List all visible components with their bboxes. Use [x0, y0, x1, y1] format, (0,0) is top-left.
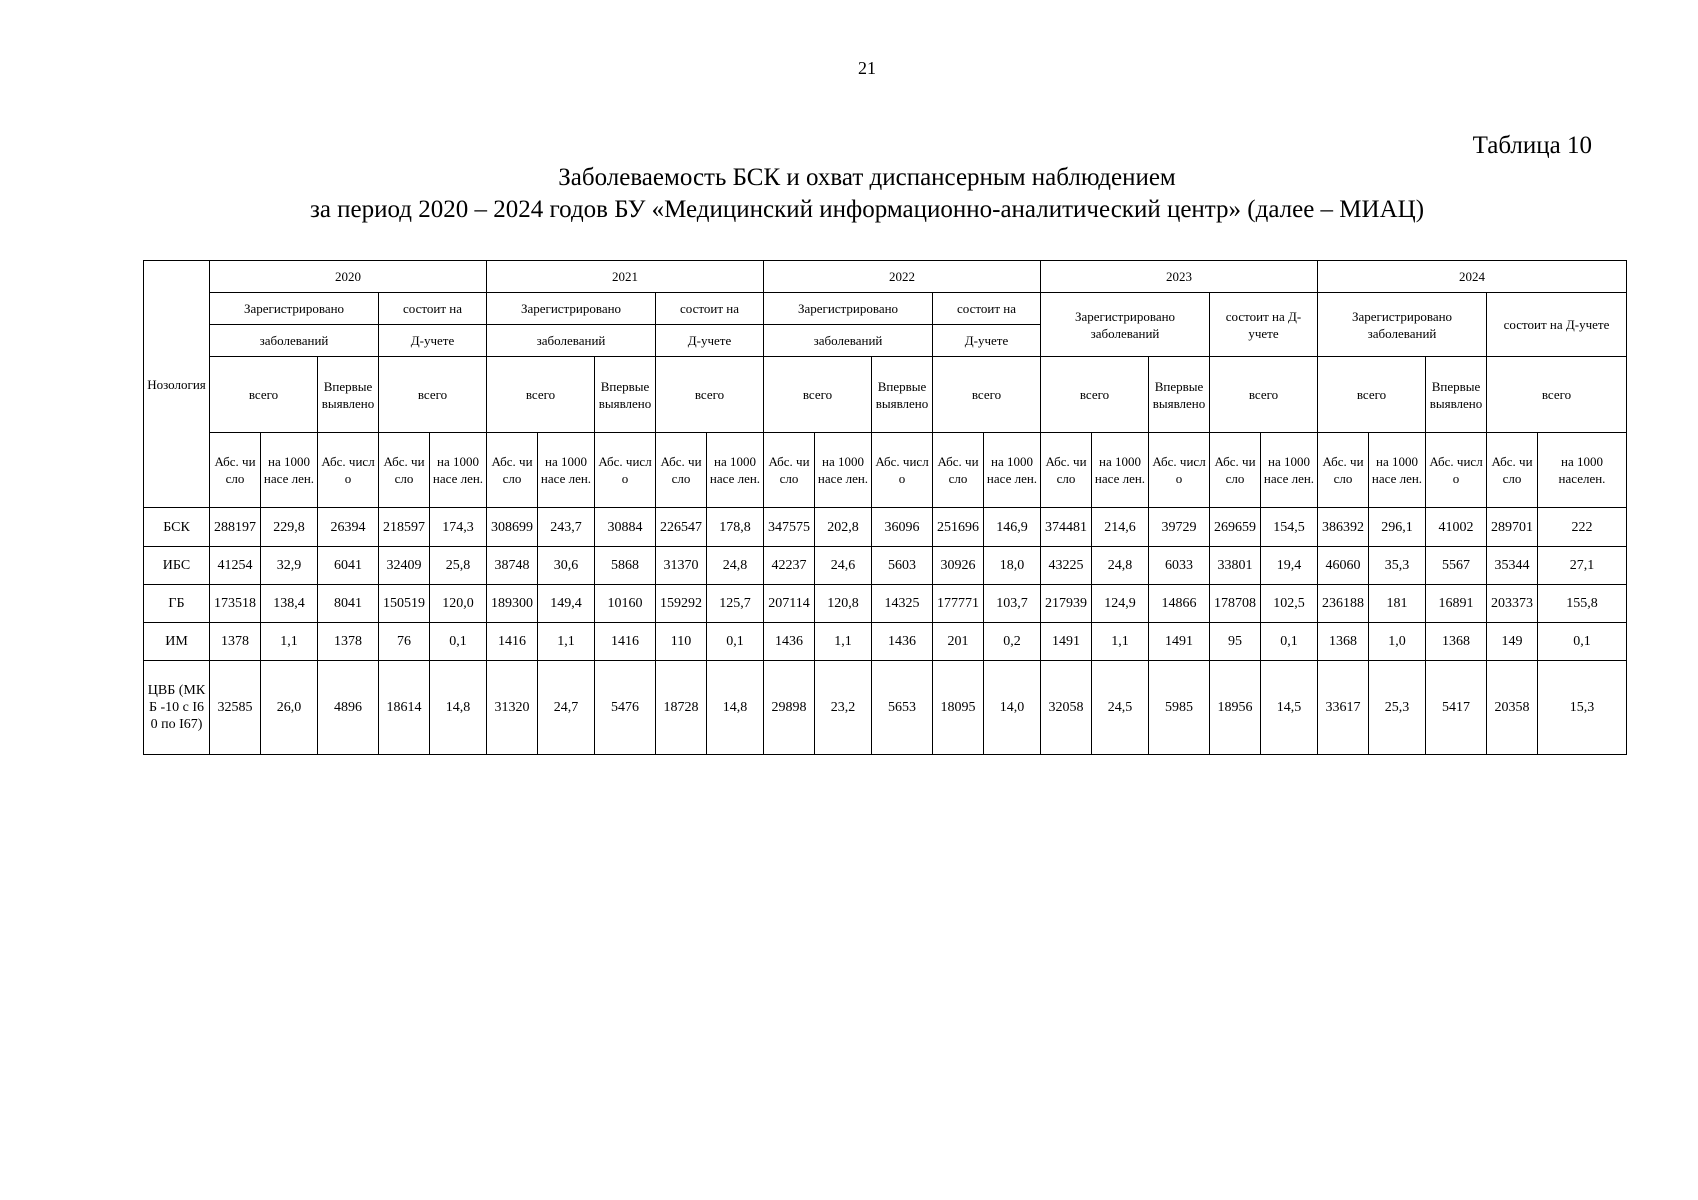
- header-registered: Зарегистрировано заболеваний: [1318, 293, 1487, 357]
- header-abs-number: Абс. число: [872, 433, 933, 508]
- data-cell: 16891: [1426, 585, 1487, 623]
- data-cell: 6041: [318, 547, 379, 585]
- data-cell: 251696: [933, 508, 984, 547]
- row-nosology: ЦВБ (МКБ -10 с I60 по I67): [144, 661, 210, 755]
- data-cell: 30926: [933, 547, 984, 585]
- data-cell: 1,0: [1369, 623, 1426, 661]
- data-cell: 5653: [872, 661, 933, 755]
- header-per-1000: на 1000 населен.: [1538, 433, 1627, 508]
- data-cell: 6033: [1149, 547, 1210, 585]
- data-cell: 201: [933, 623, 984, 661]
- data-cell: 103,7: [984, 585, 1041, 623]
- data-cell: 120,8: [815, 585, 872, 623]
- data-cell: 31370: [656, 547, 707, 585]
- header-per-1000: на 1000 насе лен.: [707, 433, 764, 508]
- data-cell: 173518: [210, 585, 261, 623]
- data-cell: 5417: [1426, 661, 1487, 755]
- row-nosology: ИБС: [144, 547, 210, 585]
- table-label: Таблица 10: [1472, 132, 1592, 159]
- data-cell: 36096: [872, 508, 933, 547]
- data-cell: 27,1: [1538, 547, 1627, 585]
- data-cell: 1416: [487, 623, 538, 661]
- header-abs-number: Абс. число: [318, 433, 379, 508]
- data-cell: 1,1: [1092, 623, 1149, 661]
- data-cell: 14,5: [1261, 661, 1318, 755]
- data-cell: 18614: [379, 661, 430, 755]
- header-row: [144, 261, 1627, 293]
- header-registered-sub: заболеваний: [487, 325, 656, 357]
- data-cell: 18,0: [984, 547, 1041, 585]
- header-first-detected: Впервые выявлено: [1426, 357, 1487, 433]
- header-dispensary: состоит на: [656, 293, 764, 325]
- data-cell: 181: [1369, 585, 1426, 623]
- header-nosology: Нозология: [144, 261, 210, 508]
- morbidity-table: [143, 260, 1627, 755]
- header-row: [144, 293, 1627, 325]
- data-cell: 1368: [1426, 623, 1487, 661]
- header-registered-sub: заболеваний: [210, 325, 379, 357]
- row-nosology: ГБ: [144, 585, 210, 623]
- data-cell: 149: [1487, 623, 1538, 661]
- header-total: всего: [210, 357, 318, 433]
- data-cell: 288197: [210, 508, 261, 547]
- data-cell: 222: [1538, 508, 1627, 547]
- data-cell: 226547: [656, 508, 707, 547]
- data-cell: 202,8: [815, 508, 872, 547]
- data-cell: 0,1: [1538, 623, 1627, 661]
- data-cell: 146,9: [984, 508, 1041, 547]
- data-cell: 15,3: [1538, 661, 1627, 755]
- data-cell: 41002: [1426, 508, 1487, 547]
- data-cell: 76: [379, 623, 430, 661]
- data-cell: 4896: [318, 661, 379, 755]
- data-cell: 218597: [379, 508, 430, 547]
- data-cell: 269659: [1210, 508, 1261, 547]
- header-year: 2021: [487, 261, 764, 293]
- header-total: всего: [487, 357, 595, 433]
- data-cell: 42237: [764, 547, 815, 585]
- data-cell: 29898: [764, 661, 815, 755]
- header-abs-number: Абс. число: [1041, 433, 1092, 508]
- data-cell: 41254: [210, 547, 261, 585]
- data-cell: 217939: [1041, 585, 1092, 623]
- data-cell: 1,1: [538, 623, 595, 661]
- data-cell: 0,1: [707, 623, 764, 661]
- header-per-1000: на 1000 насе лен.: [984, 433, 1041, 508]
- header-row: [144, 357, 1627, 433]
- header-dispensary-sub: Д-учете: [656, 325, 764, 357]
- header-abs-number: Абс. число: [379, 433, 430, 508]
- data-cell: 0,2: [984, 623, 1041, 661]
- data-cell: 18095: [933, 661, 984, 755]
- header-total: всего: [379, 357, 487, 433]
- row-nosology: БСК: [144, 508, 210, 547]
- table-row: [144, 623, 1627, 661]
- data-cell: 347575: [764, 508, 815, 547]
- header-dispensary: состоит на Д-учете: [1210, 293, 1318, 357]
- data-cell: 35,3: [1369, 547, 1426, 585]
- data-cell: 296,1: [1369, 508, 1426, 547]
- data-cell: 33801: [1210, 547, 1261, 585]
- header-dispensary-sub: Д-учете: [379, 325, 487, 357]
- header-total: всего: [933, 357, 1041, 433]
- header-per-1000: на 1000 насе лен.: [1369, 433, 1426, 508]
- data-cell: 10160: [595, 585, 656, 623]
- table-title-line-1: Заболеваемость БСК и охват диспансерным наблюдением: [558, 164, 1176, 191]
- header-abs-number: Абс. число: [595, 433, 656, 508]
- data-cell: 5868: [595, 547, 656, 585]
- data-cell: 386392: [1318, 508, 1369, 547]
- data-cell: 203373: [1487, 585, 1538, 623]
- header-year: 2020: [210, 261, 487, 293]
- data-cell: 374481: [1041, 508, 1092, 547]
- header-total: всего: [1210, 357, 1318, 433]
- data-cell: 14325: [872, 585, 933, 623]
- data-cell: 14866: [1149, 585, 1210, 623]
- header-total: всего: [656, 357, 764, 433]
- data-cell: 229,8: [261, 508, 318, 547]
- data-cell: 177771: [933, 585, 984, 623]
- header-year: 2023: [1041, 261, 1318, 293]
- data-cell: 24,8: [1092, 547, 1149, 585]
- data-cell: 150519: [379, 585, 430, 623]
- table-row: [144, 547, 1627, 585]
- header-abs-number: Абс. число: [1426, 433, 1487, 508]
- header-total: всего: [764, 357, 872, 433]
- header-abs-number: Абс. число: [1149, 433, 1210, 508]
- header-per-1000: на 1000 насе лен.: [538, 433, 595, 508]
- data-cell: 24,7: [538, 661, 595, 755]
- data-cell: 138,4: [261, 585, 318, 623]
- header-abs-number: Абс. число: [210, 433, 261, 508]
- data-cell: 155,8: [1538, 585, 1627, 623]
- data-cell: 207114: [764, 585, 815, 623]
- header-dispensary-sub: Д-учете: [933, 325, 1041, 357]
- data-cell: 46060: [1318, 547, 1369, 585]
- header-first-detected: Впервые выявлено: [1149, 357, 1210, 433]
- data-cell: 1416: [595, 623, 656, 661]
- header-per-1000: на 1000 насе лен.: [1261, 433, 1318, 508]
- data-cell: 0,1: [430, 623, 487, 661]
- data-cell: 32,9: [261, 547, 318, 585]
- data-cell: 18728: [656, 661, 707, 755]
- header-registered: Зарегистрировано: [210, 293, 379, 325]
- data-cell: 1,1: [261, 623, 318, 661]
- header-dispensary: состоит на: [933, 293, 1041, 325]
- data-cell: 178,8: [707, 508, 764, 547]
- data-cell: 125,7: [707, 585, 764, 623]
- data-cell: 33617: [1318, 661, 1369, 755]
- data-cell: 20358: [1487, 661, 1538, 755]
- data-cell: 5567: [1426, 547, 1487, 585]
- header-registered: Зарегистрировано: [487, 293, 656, 325]
- data-cell: 5985: [1149, 661, 1210, 755]
- data-cell: 35344: [1487, 547, 1538, 585]
- data-cell: 149,4: [538, 585, 595, 623]
- row-nosology: ИМ: [144, 623, 210, 661]
- data-cell: 14,0: [984, 661, 1041, 755]
- header-total: всего: [1041, 357, 1149, 433]
- header-abs-number: Абс. число: [1487, 433, 1538, 508]
- data-cell: 236188: [1318, 585, 1369, 623]
- table-row: [144, 508, 1627, 547]
- data-cell: 0,1: [1261, 623, 1318, 661]
- data-cell: 1491: [1149, 623, 1210, 661]
- data-cell: 102,5: [1261, 585, 1318, 623]
- data-cell: 124,9: [1092, 585, 1149, 623]
- data-cell: 1436: [872, 623, 933, 661]
- header-abs-number: Абс. число: [1318, 433, 1369, 508]
- data-cell: 19,4: [1261, 547, 1318, 585]
- data-cell: 174,3: [430, 508, 487, 547]
- data-cell: 24,8: [707, 547, 764, 585]
- data-cell: 32058: [1041, 661, 1092, 755]
- header-registered: Зарегистрировано: [764, 293, 933, 325]
- data-cell: 26,0: [261, 661, 318, 755]
- header-year: 2022: [764, 261, 1041, 293]
- data-cell: 289701: [1487, 508, 1538, 547]
- page-number: 21: [858, 58, 876, 78]
- data-cell: 1491: [1041, 623, 1092, 661]
- data-cell: 1436: [764, 623, 815, 661]
- data-cell: 159292: [656, 585, 707, 623]
- data-cell: 24,6: [815, 547, 872, 585]
- header-dispensary: состоит на Д-учете: [1487, 293, 1627, 357]
- data-cell: 308699: [487, 508, 538, 547]
- header-per-1000: на 1000 насе лен.: [815, 433, 872, 508]
- header-row: [144, 433, 1627, 508]
- header-abs-number: Абс. число: [764, 433, 815, 508]
- data-cell: 24,5: [1092, 661, 1149, 755]
- data-cell: 110: [656, 623, 707, 661]
- data-cell: 18956: [1210, 661, 1261, 755]
- data-cell: 14,8: [430, 661, 487, 755]
- data-cell: 5476: [595, 661, 656, 755]
- header-total: всего: [1318, 357, 1426, 433]
- header-per-1000: на 1000 насе лен.: [261, 433, 318, 508]
- data-cell: 32585: [210, 661, 261, 755]
- header-abs-number: Абс. число: [487, 433, 538, 508]
- data-cell: 8041: [318, 585, 379, 623]
- header-first-detected: Впервые выявлено: [872, 357, 933, 433]
- data-cell: 189300: [487, 585, 538, 623]
- data-cell: 5603: [872, 547, 933, 585]
- header-registered: Зарегистрировано заболеваний: [1041, 293, 1210, 357]
- data-cell: 1,1: [815, 623, 872, 661]
- data-cell: 1378: [318, 623, 379, 661]
- data-cell: 32409: [379, 547, 430, 585]
- data-cell: 43225: [1041, 547, 1092, 585]
- data-cell: 178708: [1210, 585, 1261, 623]
- table-row: [144, 661, 1627, 755]
- data-cell: 26394: [318, 508, 379, 547]
- header-per-1000: на 1000 насе лен.: [1092, 433, 1149, 508]
- data-cell: 14,8: [707, 661, 764, 755]
- data-cell: 39729: [1149, 508, 1210, 547]
- data-cell: 95: [1210, 623, 1261, 661]
- data-cell: 25,3: [1369, 661, 1426, 755]
- header-total: всего: [1487, 357, 1627, 433]
- data-cell: 1378: [210, 623, 261, 661]
- data-cell: 30884: [595, 508, 656, 547]
- data-cell: 1368: [1318, 623, 1369, 661]
- header-dispensary: состоит на: [379, 293, 487, 325]
- header-per-1000: на 1000 насе лен.: [430, 433, 487, 508]
- data-cell: 31320: [487, 661, 538, 755]
- header-abs-number: Абс. число: [933, 433, 984, 508]
- header-registered-sub: заболеваний: [764, 325, 933, 357]
- header-first-detected: Впервые выявлено: [595, 357, 656, 433]
- header-abs-number: Абс. число: [656, 433, 707, 508]
- data-cell: 25,8: [430, 547, 487, 585]
- data-cell: 23,2: [815, 661, 872, 755]
- data-cell: 154,5: [1261, 508, 1318, 547]
- data-cell: 120,0: [430, 585, 487, 623]
- data-cell: 30,6: [538, 547, 595, 585]
- table-row: [144, 585, 1627, 623]
- header-first-detected: Впервые выявлено: [318, 357, 379, 433]
- table-title-line-2: за период 2020 – 2024 годов БУ «Медицинский информационно-аналитический центр» (далее – МИАЦ): [309, 196, 1425, 223]
- data-cell: 38748: [487, 547, 538, 585]
- data-cell: 243,7: [538, 508, 595, 547]
- header-abs-number: Абс. число: [1210, 433, 1261, 508]
- data-cell: 214,6: [1092, 508, 1149, 547]
- header-year: 2024: [1318, 261, 1627, 293]
